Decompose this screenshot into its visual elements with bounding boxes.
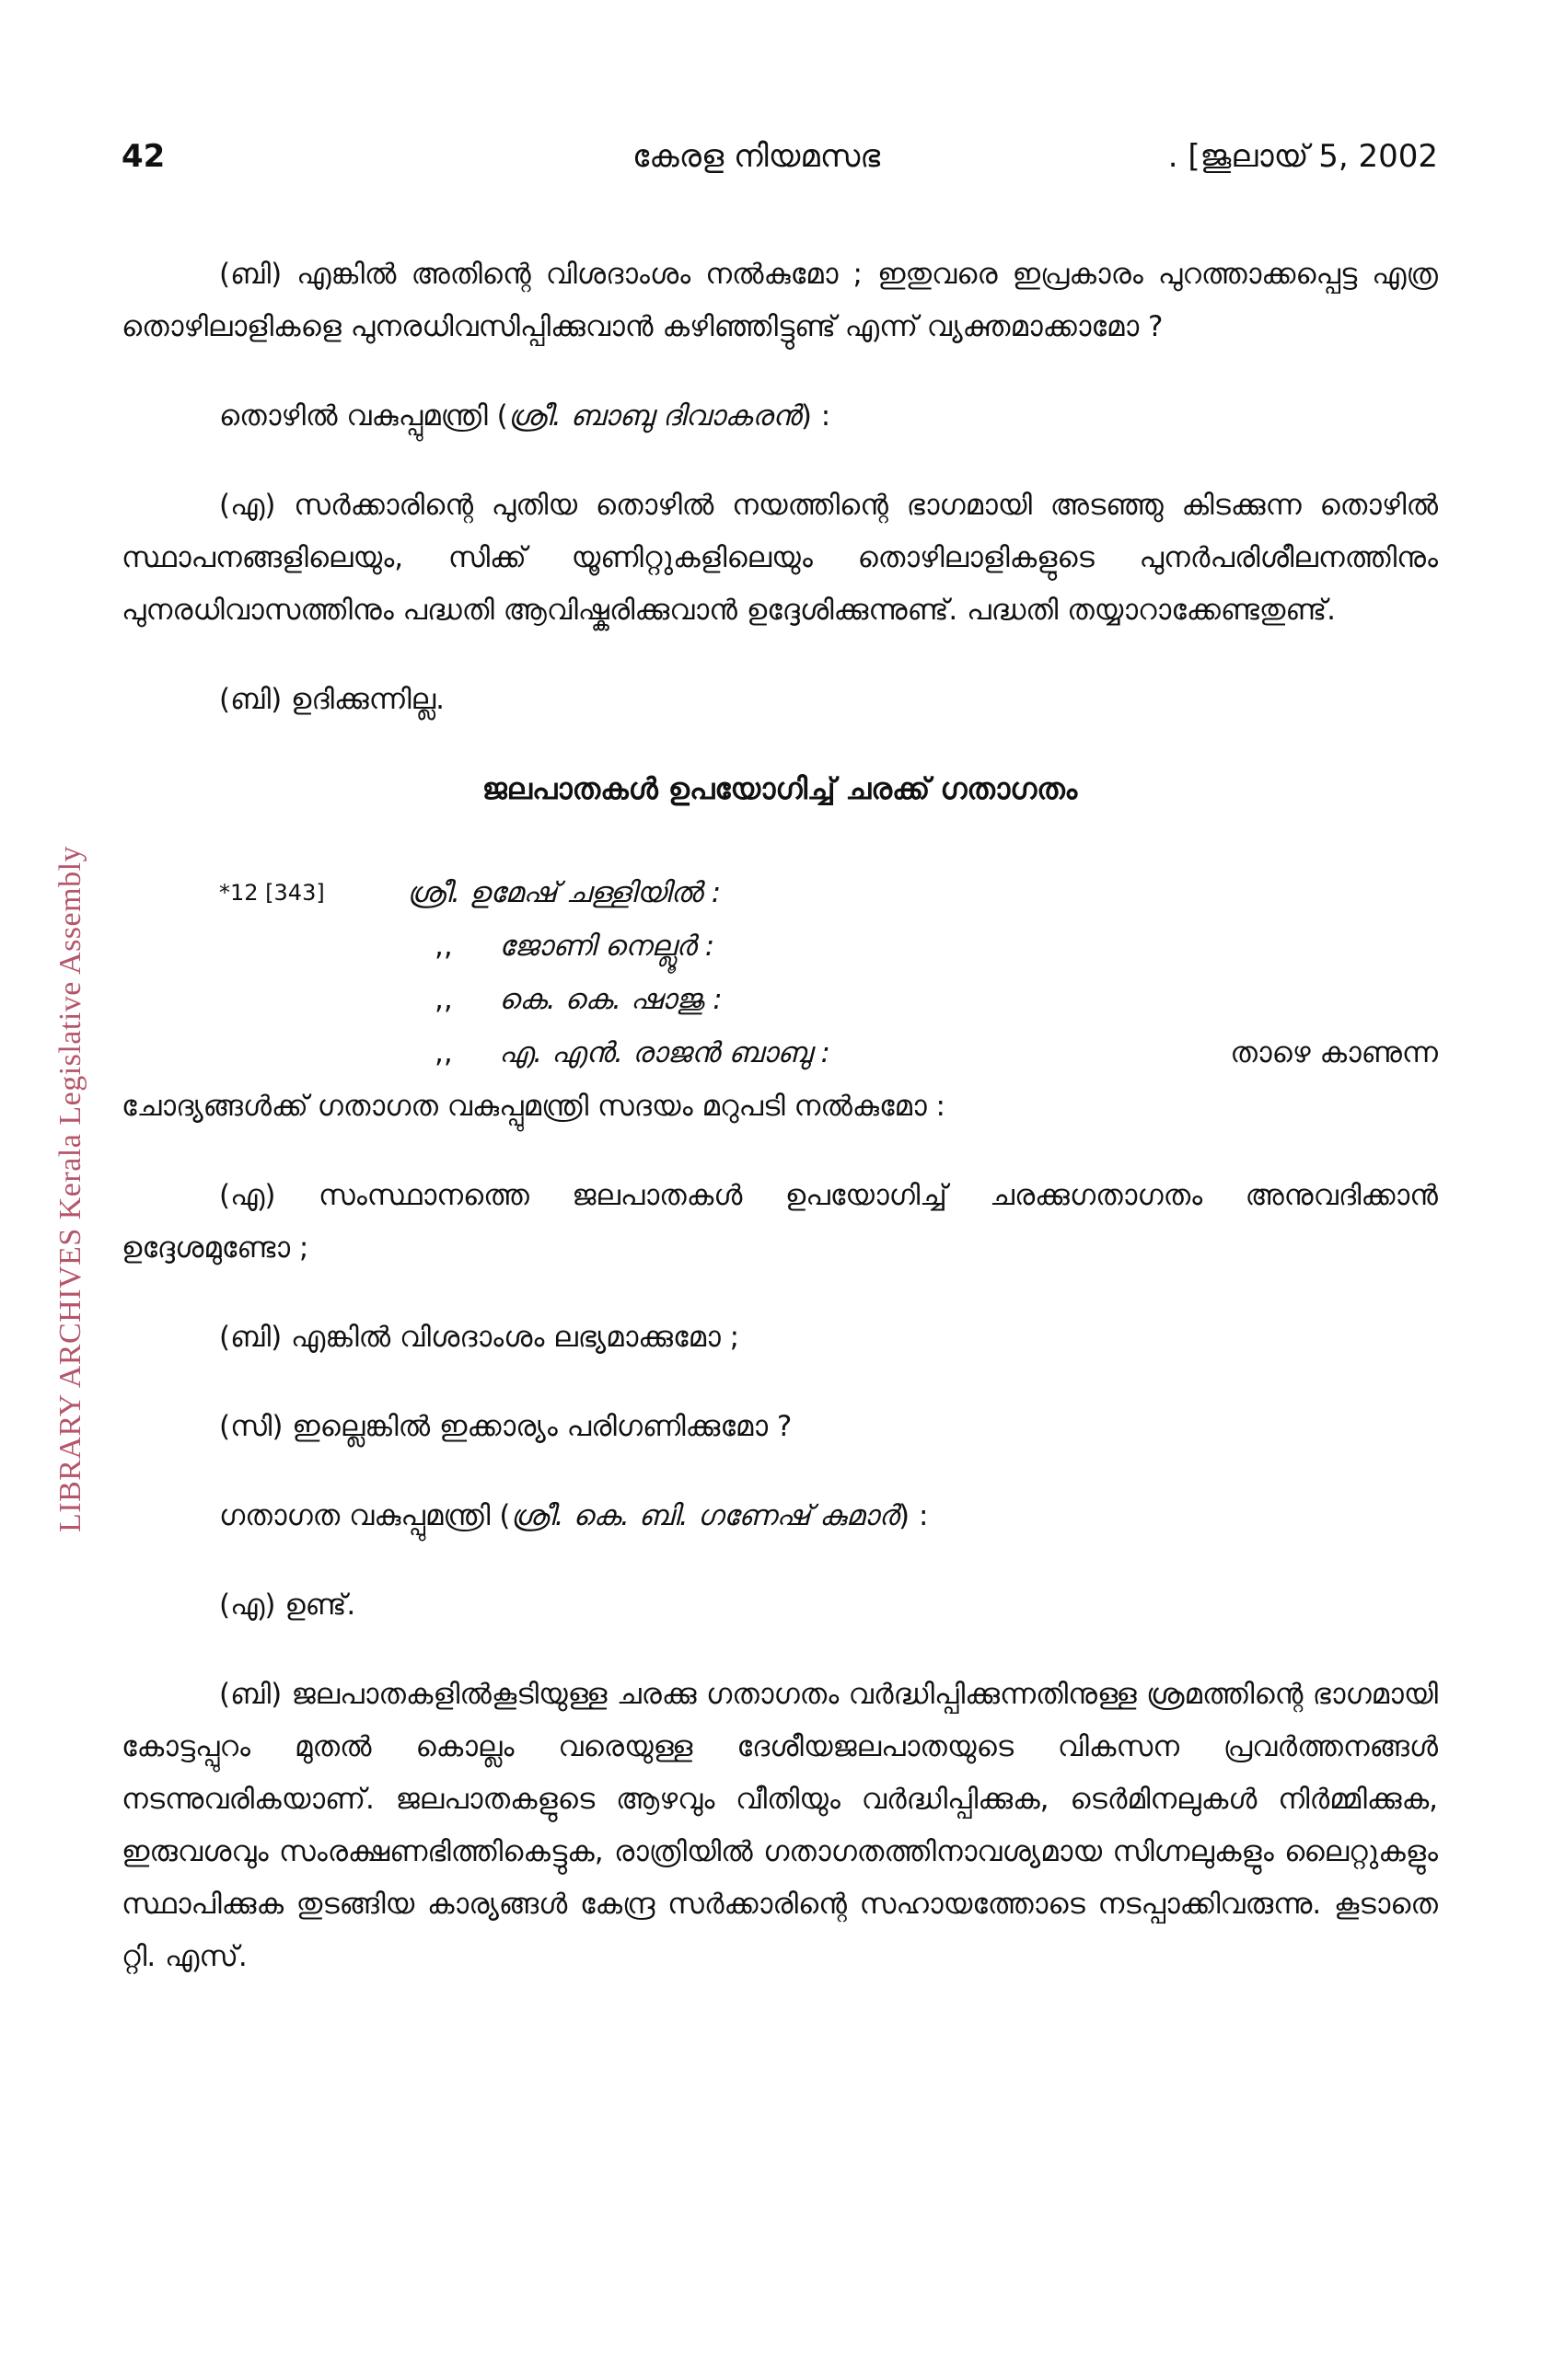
question-line-1 [122,867,1438,920]
member-name-1: ശ്രീ. ഉമേഷ് ചള്ളിയിൽ : [407,876,722,909]
question-line-2 [122,920,1438,974]
minister-role: ഗതാഗത വകുപ്പുമന്ത്രി ( [219,1499,511,1532]
member-name-3: കെ. കെ. ഷാജു : [499,983,723,1016]
ditto-mark: ,, [435,930,453,963]
answer-a: (എ) ഉണ്ട്. [219,1589,356,1622]
minister-name: ശ്രീ. കെ. ബി. ഗണേഷ് കുമാർ [510,1499,899,1532]
question-c: (സി) ഇല്ലെങ്കിൽ ഇക്കാര്യം പരിഗണിക്കുമോ ? [219,1410,793,1443]
archive-watermark: LIBRARY ARCHIVES Kerala Legislative Assembly [53,845,87,1532]
minister-labour-line [122,390,1438,443]
question-a: (എ) സംസ്ഥാനത്തെ ജലപാതകൾ ഉപയോഗിച്ച് ചരക്കുഗതാഗതം അനുവദിക്കാൻ ഉദ്ദേശമുണ്ടോ ; [122,1179,1438,1265]
paragraph-a-answer: (എ) സർക്കാരിന്റെ പുതിയ തൊഴിൽ നയത്തിന്റെ ഭാഗമായി അടഞ്ഞു കിടക്കുന്ന തൊഴിൽ സ്ഥാപനങ്ങളിലെയും, സിക്ക് യൂണിറ്റുകളിലെയും തൊഴിലാളികളുടെ പുനർപരിശീലനത്തിനും പുനരധിവാസത്തിനും പദ്ധതി ആവിഷ്കരിക്കുവാൻ ഉദ്ദേശിക്കുന്നുണ്ട്. പദ്ധതി തയ്യാറാക്കേണ്ടതുണ്ട്. [122,489,1438,627]
ditto-mark: ,, [435,983,453,1016]
question-continuation: ചോദ്യങ്ങൾക്ക് ഗതാഗത വകുപ്പുമന്ത്രി സദയം മറുപടി നൽകുമോ : [122,1090,946,1123]
member-name-4: എ. എൻ. രാജൻ ബാബു : [499,1036,831,1069]
question-line-4 [122,1027,1438,1080]
member-name-2: ജോണി നെല്ലൂർ : [499,930,715,963]
ditto-mark: ,, [435,1036,453,1069]
section-heading: ജലപാതകൾ ഉപയോഗിച്ച് ചരക്ക് ഗതാഗതം [481,771,1078,806]
minister-end: ) : [800,399,831,433]
header-date: . [ജൂലായ് 5, 2002 [1167,138,1438,175]
question-number: *12 [343] [219,880,325,906]
paragraph-b-question: (ബി) എങ്കിൽ അതിന്റെ വിശദാംശം നൽകുമോ ; ഇതുവരെ ഇപ്രകാരം പുറത്താക്കപ്പെട്ട എത്ര തൊഴിലാളികളെ പുനരധിവസിപ്പിക്കുവാൻ കഴിഞ്ഞിട്ടുണ്ട് എന്ന് വ്യക്തമാക്കാമോ ? [122,258,1438,343]
question-line-3 [122,974,1438,1027]
minister-transport-line [122,1490,1438,1542]
minister-name: ശ്രീ. ബാബു ദിവാകരൻ [507,399,801,433]
page-number: 42 [122,138,166,175]
header-title: കേരള നിയമസഭ [632,138,881,175]
page-header [122,138,1438,193]
page-content [122,248,1438,2020]
paragraph-b-answer: (ബി) ഉദിക്കുന്നില്ല. [219,683,445,716]
minister-end: ) : [898,1499,929,1532]
minister-role: തൊഴിൽ വകുപ്പുമന്ത്രി ( [219,399,508,433]
question-lead-text: താഴെ കാണുന്ന [1230,1036,1438,1069]
question-b: (ബി) എങ്കിൽ വിശദാംശം ലഭ്യമാക്കുമോ ; [219,1321,740,1354]
answer-b: (ബി) ജലപാതകളിൽകൂടിയുള്ള ചരക്കു ഗതാഗതം വർദ്ധിപ്പിക്കുന്നതിനുള്ള ശ്രമത്തിന്റെ ഭാഗമായി കോട്ടപ്പുറം മുതൽ കൊല്ലം വരെയുള്ള ദേശീയജലപാതയുടെ വികസന പ്രവർത്തനങ്ങൾ നടന്നുവരികയാണ്. ജലപാതകളുടെ ആഴവും വീതിയും വർദ്ധിപ്പിക്കുക, ടെർമിനലുകൾ നിർമ്മിക്കുക, ഇരുവശവും സംരക്ഷണഭിത്തികെട്ടുക, രാത്രിയിൽ ഗതാഗതത്തിനാവശ്യമായ സിഗ്നലുകളും ലൈറ്റുകളും സ്ഥാപിക്കുക തുടങ്ങിയ കാര്യങ്ങൾ കേന്ദ്ര സർക്കാരിന്റെ സഹായത്തോടെ നടപ്പാക്കിവരുന്നു. കൂടാതെ റ്റി. എസ്. [122,1678,1438,1973]
